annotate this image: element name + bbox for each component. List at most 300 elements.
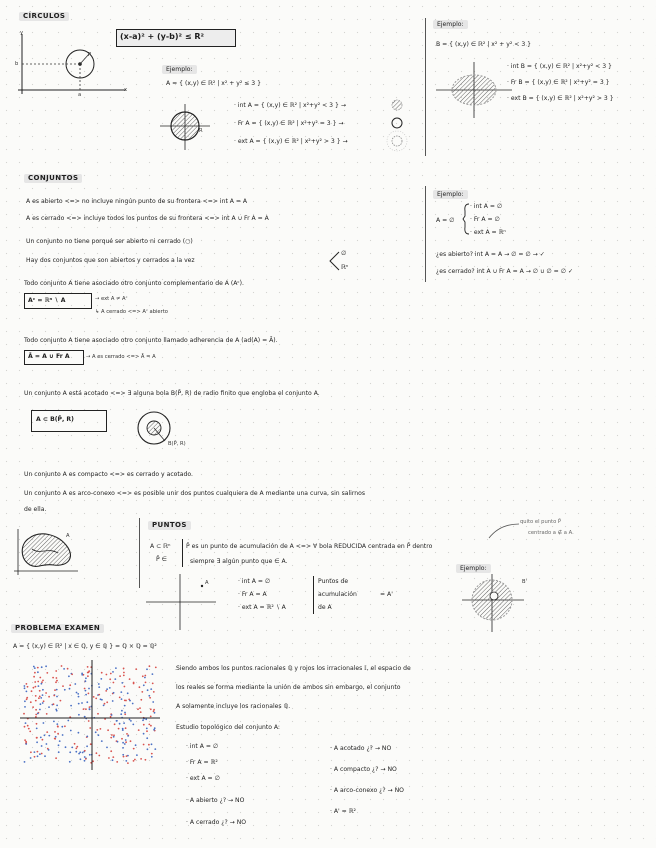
- problema-left-ext: · ext A = ∅: [186, 775, 220, 782]
- ejemplo3-label: Ejemplo:: [433, 190, 468, 199]
- scatter-dot: [28, 728, 30, 730]
- scatter-dot: [36, 723, 38, 725]
- ejemplo1-r: R: [199, 128, 203, 134]
- scatter-dot: [45, 665, 47, 667]
- scatter-dot: [52, 677, 54, 679]
- scatter-dot: [150, 708, 152, 710]
- scatter-dot: [140, 711, 142, 713]
- scatter-dot: [96, 729, 98, 731]
- scatter-dot: [123, 756, 125, 758]
- scatter-dot: [40, 737, 42, 739]
- scatter-dot: [130, 720, 132, 722]
- problema-def: A = { (x,y) ∈ ℝ² | x ∈ ℚ, y ∈ ℚ } = ℚ × ℚ = ℚ²: [13, 643, 157, 650]
- scatter-dot: [119, 697, 121, 699]
- scatter-dot: [46, 731, 48, 733]
- scatter-dot: [60, 700, 62, 702]
- scatter-dot: [45, 692, 47, 694]
- scatter-dot: [145, 759, 147, 761]
- scatter-dot: [98, 686, 100, 688]
- scatter-dot: [125, 760, 127, 762]
- scatter-dot: [53, 703, 55, 705]
- scatter-dot: [100, 678, 102, 680]
- scatter-dot: [77, 693, 79, 695]
- scatter-dot: [151, 743, 153, 745]
- scatter-dot: [34, 667, 36, 669]
- scatter-dot: [110, 716, 112, 718]
- scatter-dot: [46, 713, 48, 715]
- puntos-list-fr: · Fr A = A: [238, 591, 267, 598]
- scatter-dot: [100, 698, 102, 700]
- ejemplo2-item-ext: · ext B = { (x,y) ∈ ℝ² | x²+y² > 3 }: [507, 95, 614, 102]
- scatter-dot: [36, 728, 38, 730]
- scatter-dot: [153, 709, 155, 711]
- conjuntos-line-ambos: Hay dos conjuntos que son abiertos y cerrados a la vez: [26, 257, 195, 264]
- scatter-dot: [114, 678, 116, 680]
- both-set-rn: ℝⁿ: [341, 264, 349, 271]
- scatter-dot: [95, 731, 97, 733]
- ball-label: B(P̄, R): [168, 441, 186, 447]
- scatter-dot: [56, 689, 58, 691]
- scatter-dot: [41, 683, 43, 685]
- scatter-dot: [33, 676, 35, 678]
- scatter-dot: [35, 686, 37, 688]
- scatter-dot: [89, 706, 91, 708]
- scatter-dot: [25, 743, 27, 745]
- scatter-dot: [148, 744, 150, 746]
- scatter-dot: [34, 672, 36, 674]
- scatter-dot: [42, 739, 44, 741]
- arco-line-2: de ella.: [24, 506, 47, 513]
- scatter-dot: [148, 724, 150, 726]
- scatter-dot: [85, 677, 87, 679]
- scatter-dot: [129, 678, 131, 680]
- scatter-dot: [108, 757, 110, 759]
- scatter-dot: [57, 733, 59, 735]
- scatter-dot: [37, 681, 39, 683]
- scatter-dot: [146, 728, 148, 730]
- graph-r-label: R: [88, 52, 92, 58]
- scatter-dot: [130, 740, 132, 742]
- puntos-list-int: · int A = ∅: [238, 578, 271, 585]
- scatter-dot: [124, 686, 126, 688]
- circle-formula: (x-a)² + (y-b)² ≤ R²: [120, 32, 204, 41]
- graph-y-label: y: [20, 30, 24, 36]
- scatter-dot: [24, 687, 26, 689]
- scatter-dot: [107, 729, 109, 731]
- scatter-dot: [138, 729, 140, 731]
- puntos-left-p: P̄ ∈: [156, 556, 167, 563]
- scatter-dot: [32, 706, 34, 708]
- scatter-dot: [56, 723, 58, 725]
- scatter-dot: [42, 689, 44, 691]
- problema-right-compacto: · A compacto ¿? → NO: [330, 766, 397, 773]
- scatter-dot: [133, 748, 135, 750]
- scatter-dot: [124, 743, 126, 745]
- conjuntos-line-abierto: A es abierto <=> no incluye ningún punto de su frontera <=> int A = A: [26, 198, 248, 205]
- scatter-dot: [24, 761, 26, 763]
- puntos-main-1: P̄ es un punto de acumulación de A <=> ∀ bola REDUCIDA centrada en P̄ dentro: [186, 543, 433, 550]
- compacto-line: Un conjunto A es compacto <=> es cerrado y acotado.: [24, 471, 193, 478]
- scatter-dot: [125, 727, 127, 729]
- scatter-dot: [84, 750, 86, 752]
- scatter-dot: [84, 756, 86, 758]
- scatter-dot: [129, 700, 131, 702]
- scatter-dot: [63, 668, 65, 670]
- scatter-dot: [35, 695, 37, 697]
- scatter-dot: [24, 685, 26, 687]
- scatter-dot: [27, 725, 29, 727]
- scatter-dot: [35, 714, 37, 716]
- scatter-dot: [40, 703, 42, 705]
- scatter-dot: [145, 718, 147, 720]
- scatter-dot: [41, 681, 43, 683]
- scatter-dot: [145, 682, 147, 684]
- divider-ejemplo2: [425, 18, 426, 156]
- scatter-dot: [139, 707, 141, 709]
- scatter-dot: [151, 753, 153, 755]
- scatter-dot: [95, 698, 97, 700]
- scatter-dot: [75, 748, 77, 750]
- ejemplo2-item-fr: · Fr B = { (x,y) ∈ ℝ² | x²+y² = 3 }: [507, 79, 610, 86]
- scatter-dot: [88, 693, 90, 695]
- scatter-dot: [106, 688, 108, 690]
- scatter-dot: [82, 752, 84, 754]
- scatter-dot: [110, 737, 112, 739]
- complement-formula: Aᶜ = ℝⁿ ∖ A: [28, 297, 66, 304]
- scatter-dot: [85, 708, 87, 710]
- scatter-dot: [144, 677, 146, 679]
- ejemplo1-mini-shapes: [386, 97, 416, 152]
- scatter-dot: [122, 754, 124, 756]
- scatter-dot: [132, 724, 134, 726]
- scatter-dot: [139, 686, 141, 688]
- scatter-dot: [112, 756, 114, 758]
- puntos-note-1: quito el punto P̄: [520, 519, 562, 525]
- problema-right-arco: · A arco-conexo ¿? → NO: [330, 787, 404, 794]
- arco-blob-diagram: [14, 527, 80, 577]
- puntos-acc-1: Puntos de: [318, 578, 349, 585]
- scatter-dot: [135, 668, 137, 670]
- scatter-dot: [56, 710, 58, 712]
- scatter-dot: [41, 666, 43, 668]
- scatter-dot: [37, 755, 39, 757]
- scatter-dot: [86, 701, 88, 703]
- problema-para-1: Siendo ambos los puntos racionales ℚ y rojos los irracionales 𝕀, el espacio de: [176, 665, 411, 672]
- scatter-dot: [106, 701, 108, 703]
- scatter-dot: [55, 736, 57, 738]
- scatter-dot: [129, 719, 131, 721]
- blob-label: A: [66, 533, 70, 539]
- scatter-dot: [143, 744, 145, 746]
- scatter-dot: [125, 741, 127, 743]
- scatter-dot: [132, 703, 134, 705]
- scatter-dot: [110, 673, 112, 675]
- acotado-formula: A ⊂ B(P̄, R): [36, 416, 74, 423]
- ejemplo2-disk: [436, 62, 512, 118]
- scatter-dot: [78, 732, 80, 734]
- scatter-dot: [69, 761, 71, 763]
- ejemplo2-def: B = { (x,y) ∈ ℝ² | x² + y² < 3 }: [436, 41, 532, 48]
- puntos-acc-eq: = A': [380, 591, 393, 598]
- problema-para-2: los reales se forma mediante la unión de ambos sin embargo, el conjunto: [176, 684, 401, 691]
- scatter-dot: [29, 731, 31, 733]
- scatter-dot: [39, 696, 41, 698]
- brace-icon: [328, 250, 340, 272]
- scatter-dot: [54, 731, 56, 733]
- scatter-dot: [41, 753, 43, 755]
- arco-line-1: Un conjunto A es arco-conexo <=> es posible unir dos puntos cualquiera de A mediante una curva, sin salirnos: [24, 490, 366, 497]
- scatter-dot: [100, 728, 102, 730]
- scatter-dot: [123, 668, 125, 670]
- ejemplo3-brace-icon: [462, 203, 470, 235]
- scatter-dot: [89, 709, 91, 711]
- complement-note-cerrado: ↳ A cerrado <=> Aᶜ abierto: [95, 309, 168, 315]
- scatter-dot: [127, 735, 129, 737]
- scatter-dot: [39, 690, 41, 692]
- scatter-dot: [149, 665, 151, 667]
- scatter-dot: [123, 672, 125, 674]
- scatter-dot: [112, 759, 114, 761]
- scatter-dot: [86, 745, 88, 747]
- scatter-dot: [24, 700, 26, 702]
- scatter-dot: [36, 741, 38, 743]
- scatter-dot: [59, 740, 61, 742]
- scatter-dot: [79, 751, 81, 753]
- scatter-dot: [114, 723, 116, 725]
- scatter-dot: [42, 680, 44, 682]
- scatter-dot: [113, 734, 115, 736]
- scatter-dot: [62, 734, 64, 736]
- scatter-dot: [34, 681, 36, 683]
- ejemplo3-item-fr: · Fr A = ∅: [470, 216, 500, 223]
- ejemplo3-item-int: · int A = ∅: [470, 203, 503, 210]
- scatter-dot: [140, 699, 142, 701]
- ejemplo3-item-ext: · ext A = ℝⁿ: [470, 229, 506, 236]
- scatter-dot: [69, 684, 71, 686]
- scatter-dot: [148, 695, 150, 697]
- scatter-dot: [80, 758, 82, 760]
- scatter-dot: [144, 675, 146, 677]
- scatter-dot: [35, 700, 37, 702]
- scatter-dot: [39, 677, 41, 679]
- scatter-dot: [70, 705, 72, 707]
- scatter-dot: [54, 738, 56, 740]
- scatter-dot: [122, 729, 124, 731]
- puntos-ejemplo-b: B': [522, 579, 527, 585]
- scatter-dot: [30, 757, 32, 759]
- puntos-main-2: siempre ∃ algún punto que ∈ A.: [190, 558, 288, 565]
- conjuntos-line-complemento: Todo conjunto A tiene asociado otro conjunto complementario de A (Aᶜ).: [24, 280, 244, 287]
- scatter-dot: [147, 689, 149, 691]
- scatter-dot: [76, 692, 78, 694]
- scatter-dot: [81, 702, 83, 704]
- scatter-dot: [120, 691, 122, 693]
- scatter-dot: [116, 720, 118, 722]
- ejemplo3-q-cerrado: ¿es cerrado? int A ∪ Fr A = A → ∅ ∪ ∅ = ∅ ✓: [436, 268, 574, 275]
- scatter-dot: [121, 738, 123, 740]
- scatter-dot: [33, 666, 35, 668]
- scatter-dot: [35, 709, 37, 711]
- scatter-dot: [120, 713, 122, 715]
- puntos-list-bar: [313, 576, 314, 614]
- scatter-dot: [119, 675, 121, 677]
- scatter-dot: [68, 675, 70, 677]
- scatter-dot: [78, 703, 80, 705]
- scatter-dot: [134, 759, 136, 761]
- scatter-dot: [153, 710, 155, 712]
- scatter-dot: [140, 758, 142, 760]
- scatter-dot: [26, 683, 28, 685]
- scatter-dot: [98, 734, 100, 736]
- scatter-dot: [85, 758, 87, 760]
- scatter-dot: [55, 757, 57, 759]
- problema-left-int: · int A = ∅: [186, 743, 219, 750]
- scatter-dot: [110, 750, 112, 752]
- scatter-dot: [56, 677, 58, 679]
- scatter-dot: [30, 701, 32, 703]
- scatter-dot: [104, 703, 106, 705]
- scatter-dot: [88, 720, 90, 722]
- ejemplo1-def: A = { (x,y) ∈ ℝ² | x² + y² ≤ 3 }: [166, 80, 261, 87]
- scatter-dot: [37, 671, 39, 673]
- scatter-dot: [109, 678, 111, 680]
- scatter-dot: [149, 697, 151, 699]
- ejemplo2-item-int: · int B = { (x,y) ∈ ℝ² | x²+y² < 3 }: [507, 63, 612, 70]
- scatter-dot: [81, 673, 83, 675]
- scatter-dot: [34, 756, 36, 758]
- graph-b-label: b: [15, 61, 19, 67]
- problema-estudio: Estudio topológico del conjunto A:: [176, 724, 280, 731]
- scatter-dot: [25, 722, 27, 724]
- scatter-dot: [123, 722, 125, 724]
- scatter-dot: [54, 689, 56, 691]
- scatter-dot: [152, 683, 154, 685]
- scatter-dot: [124, 712, 126, 714]
- scatter-dot: [121, 710, 123, 712]
- scatter-dot: [87, 666, 89, 668]
- section-title-problema: PROBLEMA EXAMEN: [11, 624, 104, 633]
- scatter-dot: [37, 751, 39, 753]
- scatter-dot: [147, 748, 149, 750]
- scatter-dot: [96, 752, 98, 754]
- scatter-dot: [48, 749, 50, 751]
- conjuntos-line-ni: Un conjunto no tiene porqué ser abierto ni cerrado (○): [26, 238, 193, 245]
- adherence-formula: Ā = A ∪ Fr A: [28, 353, 70, 360]
- scatter-dot: [86, 736, 88, 738]
- scatter-dot: [67, 668, 69, 670]
- scatter-dot: [117, 741, 119, 743]
- graph-a-label: a: [78, 92, 82, 98]
- scatter-dot: [143, 684, 145, 686]
- scatter-dot: [36, 737, 38, 739]
- scatter-dot: [34, 751, 36, 753]
- scatter-dot: [25, 741, 27, 743]
- divider-ejemplo3: [425, 186, 426, 282]
- scatter-dot: [121, 682, 123, 684]
- scatter-dot: [42, 702, 44, 704]
- scatter-dot: [87, 675, 89, 677]
- scatter-dot: [98, 683, 100, 685]
- ejemplo1-label: Ejemplo:: [162, 65, 197, 74]
- scatter-dot: [42, 694, 44, 696]
- puntos-note-arrow: [486, 522, 520, 542]
- scatter-dot: [38, 685, 40, 687]
- adherence-line: Todo conjunto A tiene asociado otro conjunto llamado adherencia de A (ad(A) = Ā).: [24, 337, 278, 344]
- scatter-dot: [125, 739, 127, 741]
- scatter-dot: [69, 751, 71, 753]
- scatter-dot: [121, 698, 123, 700]
- scatter-dot: [126, 755, 128, 757]
- scatter-dot: [65, 746, 67, 748]
- scatter-dot: [152, 701, 154, 703]
- scatter-dot: [135, 744, 137, 746]
- scatter-dot: [116, 761, 118, 763]
- puntos-acc-2: acumulación: [318, 591, 357, 598]
- scatter-dot: [136, 754, 138, 756]
- scatter-dot: [84, 688, 86, 690]
- scatter-dot: [58, 751, 60, 753]
- scatter-dot: [143, 733, 145, 735]
- scatter-dot: [111, 734, 113, 736]
- scatter-dot: [24, 726, 26, 728]
- scatter-dot: [89, 727, 91, 729]
- scatter-dot: [146, 730, 148, 732]
- scatter-dot: [37, 713, 39, 715]
- scatter-dot: [112, 671, 114, 673]
- scatter-dot: [74, 683, 76, 685]
- puntos-left-a: A ⊂ ℝⁿ: [150, 543, 171, 550]
- puntos-axes-a: A: [205, 580, 209, 586]
- scatter-dot: [71, 673, 73, 675]
- scatter-dot: [122, 742, 124, 744]
- scatter-dot: [43, 722, 45, 724]
- puntos-ejemplo-label: Ejemplo:: [456, 564, 491, 573]
- scatter-dot: [87, 672, 89, 674]
- scatter-dot: [84, 716, 86, 718]
- scatter-dot: [105, 690, 107, 692]
- scatter-dot: [88, 688, 90, 690]
- scatter-dot: [24, 706, 26, 708]
- scatter-dot: [93, 696, 95, 698]
- scatter-dot: [67, 720, 69, 722]
- scatter-dot: [44, 734, 46, 736]
- scatter-dot: [124, 713, 126, 715]
- scatter-dot: [55, 670, 57, 672]
- scatter-dot: [62, 685, 64, 687]
- scatter-dot: [150, 725, 152, 727]
- scatter-dot: [155, 667, 157, 669]
- puntos-list-ext: · ext A = ℝ² ∖ A: [238, 604, 286, 611]
- scatter-dot: [39, 753, 41, 755]
- scatter-dot: [57, 726, 59, 728]
- scatter-dot: [30, 751, 32, 753]
- scatter-dot: [150, 716, 152, 718]
- scatter-dot: [153, 729, 155, 731]
- scatter-dot: [43, 700, 45, 702]
- problema-left-abierto: · A abierto ¿? → NO: [186, 797, 245, 804]
- scatter-dot: [78, 714, 80, 716]
- scatter-dot: [53, 721, 55, 723]
- scatter-dot: [27, 686, 29, 688]
- scatter-dot: [64, 689, 66, 691]
- scatter-dot: [153, 691, 155, 693]
- scatter-dot: [71, 747, 73, 749]
- scatter-dot: [41, 745, 43, 747]
- scatter-dot: [26, 698, 28, 700]
- scatter-dot: [137, 708, 139, 710]
- scatter-dot: [146, 668, 148, 670]
- scatter-dot: [127, 692, 129, 694]
